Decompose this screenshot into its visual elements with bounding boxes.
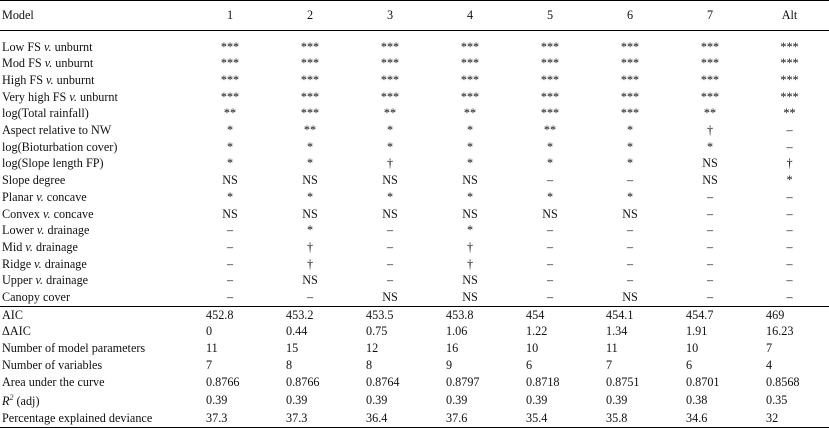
table-cell: NS: [302, 206, 318, 221]
table-cell: ***: [460, 56, 480, 71]
table-cell: NS: [382, 290, 398, 305]
table-cell: 469: [750, 306, 829, 323]
table-cell: ***: [300, 106, 320, 121]
table-cell: 16: [446, 341, 459, 356]
table-cell: 0.39: [606, 392, 628, 407]
table-row: [0, 272, 829, 289]
table-cell: –: [786, 139, 793, 154]
table-cell: **: [543, 123, 557, 138]
table-cell: *: [786, 173, 793, 188]
table-cell: *: [546, 189, 554, 204]
table-cell: NS: [222, 173, 238, 188]
table-cell: –: [226, 239, 234, 254]
table-cell: 6: [526, 357, 533, 372]
table-cell: **: [223, 106, 237, 121]
table-cell: –: [786, 256, 793, 271]
table-row: [0, 374, 829, 391]
header-model: Model: [0, 1, 190, 31]
table-cell: 1.34: [606, 324, 628, 339]
table-cell: **: [703, 106, 717, 121]
row-label: ΔAIC: [2, 324, 31, 339]
table-cell: *: [226, 139, 234, 154]
table-cell: *: [386, 189, 394, 204]
table-row: [0, 55, 829, 72]
table-cell: †: [786, 156, 793, 171]
header-col-7: 7: [670, 1, 750, 31]
table-cell: ***: [540, 106, 560, 121]
table-cell: ***: [220, 89, 240, 104]
table-cell: –: [226, 256, 234, 271]
row-label: Ridge v. drainage: [2, 256, 87, 271]
table-cell: 1.06: [446, 324, 468, 339]
table-cell: NS: [302, 173, 318, 188]
table-cell: *: [226, 123, 234, 138]
table-cell: –: [706, 206, 714, 221]
table-cell: ***: [700, 39, 720, 54]
table-cell: ***: [700, 56, 720, 71]
table-cell: 7: [606, 357, 613, 372]
table-cell: –: [546, 173, 554, 188]
table-cell: 11: [606, 341, 618, 356]
row-label: Aspect relative to NW: [2, 123, 112, 138]
table-cell: –: [546, 256, 554, 271]
table-row: [0, 289, 829, 306]
spacer-row: [0, 31, 829, 39]
row-label: log(Slope length FP): [2, 156, 104, 171]
table-row: [0, 410, 829, 427]
table-cell: –: [706, 256, 714, 271]
table-cell: *: [226, 156, 234, 171]
table-cell: 0.8701: [686, 374, 720, 389]
table-cell: 0.8766: [206, 374, 240, 389]
table-cell: 0: [206, 324, 213, 339]
header-col-6: 6: [590, 1, 670, 31]
table-cell: ***: [540, 39, 560, 54]
table-row: [0, 239, 829, 256]
table-cell: ***: [620, 106, 640, 121]
table-cell: ***: [460, 72, 480, 87]
table-cell: ***: [220, 56, 240, 71]
table-cell: 10: [526, 341, 539, 356]
header-col-3: 3: [350, 1, 430, 31]
table-cell: NS: [702, 173, 718, 188]
row-label: Mid v. drainage: [2, 239, 78, 254]
table-cell: –: [386, 239, 394, 254]
row-label: Low FS v. unburnt: [2, 39, 93, 54]
table-cell: NS: [462, 273, 478, 288]
table-cell: 4: [766, 357, 773, 372]
table-cell: *: [466, 223, 474, 238]
table-cell: ***: [540, 56, 560, 71]
table-cell: 452.8: [190, 306, 270, 323]
table-cell: NS: [542, 206, 558, 221]
table-cell: **: [783, 106, 796, 121]
table-row: [0, 390, 829, 410]
table-cell: –: [386, 223, 394, 238]
table-cell: ***: [540, 89, 560, 104]
table-cell: 0.8568: [766, 374, 800, 389]
row-label: Number of model parameters: [2, 341, 146, 356]
table-cell: ***: [220, 72, 240, 87]
table-cell: –: [626, 256, 634, 271]
table-row: [0, 189, 829, 206]
table-cell: *: [386, 139, 394, 154]
table-cell: –: [546, 273, 554, 288]
table-cell: ***: [780, 89, 799, 104]
table-cell: ***: [620, 39, 640, 54]
table-cell: *: [546, 156, 554, 171]
table-cell: –: [626, 173, 634, 188]
table-cell: *: [546, 139, 554, 154]
table-cell: 0.8718: [526, 374, 560, 389]
table-cell: 7: [766, 341, 773, 356]
row-label: Number of variables: [2, 357, 103, 372]
table-cell: *: [626, 139, 634, 154]
row-label: log(Total rainfall): [2, 106, 89, 121]
table-cell: †: [306, 239, 314, 254]
table-cell: –: [546, 290, 554, 305]
table-cell: NS: [382, 206, 398, 221]
table-cell: ***: [700, 72, 720, 87]
table-cell: *: [306, 156, 314, 171]
table-cell: NS: [622, 290, 638, 305]
table-cell: –: [386, 273, 394, 288]
table-cell: –: [786, 189, 793, 204]
table-cell: ***: [380, 89, 400, 104]
table-cell: 453.5: [350, 306, 430, 323]
table-cell: *: [386, 123, 394, 138]
table-cell: ***: [620, 56, 640, 71]
table-cell: 36.4: [350, 410, 430, 427]
table-row: [0, 206, 829, 223]
table-row: [0, 256, 829, 273]
table-cell: –: [706, 273, 714, 288]
row-label: AIC: [0, 306, 190, 323]
table-cell: NS: [462, 290, 478, 305]
table-cell: ***: [620, 89, 640, 104]
table-cell: –: [786, 223, 793, 238]
table-cell: ***: [300, 39, 320, 54]
row-label: Slope degree: [2, 173, 66, 188]
table-body: [0, 31, 829, 428]
table-cell: **: [383, 106, 397, 121]
table-cell: 1.91: [686, 324, 708, 339]
table-cell: 453.2: [270, 306, 350, 323]
row-label: Convex v. concave: [2, 206, 94, 221]
table-cell: –: [786, 206, 793, 221]
table-cell: –: [706, 223, 714, 238]
table-cell: NS: [462, 206, 478, 221]
table-cell: 0.39: [206, 392, 228, 407]
table-cell: –: [786, 290, 793, 305]
row-label: Upper v. drainage: [2, 273, 89, 288]
table-cell: **: [303, 123, 317, 138]
table-cell: ***: [460, 89, 480, 104]
header-col-alt: Alt: [750, 1, 829, 31]
table-cell: †: [306, 256, 314, 271]
header-col-1: 1: [190, 1, 270, 31]
table-cell: –: [226, 290, 234, 305]
table-cell: 34.6: [670, 410, 750, 427]
table-cell: –: [626, 273, 634, 288]
table-cell: 453.8: [430, 306, 510, 323]
table-row: [0, 222, 829, 239]
table-row: [0, 89, 829, 106]
table-cell: †: [466, 256, 474, 271]
table-cell: –: [546, 223, 554, 238]
table-cell: †: [706, 123, 714, 138]
table-cell: 10: [686, 341, 699, 356]
table-cell: 32: [750, 410, 829, 427]
table-cell: ***: [300, 56, 320, 71]
table-cell: ***: [380, 72, 400, 87]
table-cell: 9: [446, 357, 453, 372]
table-cell: ***: [780, 56, 799, 71]
table-cell: *: [706, 139, 714, 154]
header-col-2: 2: [270, 1, 350, 31]
table-cell: ***: [300, 72, 320, 87]
table-cell: *: [306, 223, 314, 238]
table-cell: *: [226, 189, 234, 204]
table-cell: –: [226, 273, 234, 288]
table-cell: ***: [780, 39, 799, 54]
table-cell: 454: [510, 306, 590, 323]
table-row: [0, 357, 829, 374]
table-cell: *: [466, 139, 474, 154]
row-label: Very high FS v. unburnt: [2, 89, 118, 104]
table-cell: 37.3: [270, 410, 350, 427]
table-cell: *: [466, 156, 474, 171]
table-cell: †: [466, 239, 474, 254]
row-label: High FS v. unburnt: [2, 72, 95, 87]
table-row: [0, 155, 829, 172]
table-cell: –: [626, 223, 634, 238]
table-cell: **: [463, 106, 477, 121]
table-cell: 11: [206, 341, 218, 356]
table-cell: –: [546, 239, 554, 254]
table-cell: *: [626, 156, 634, 171]
table-cell: 454.7: [670, 306, 750, 323]
table-row: [0, 340, 829, 357]
table-row: [0, 105, 829, 122]
table-cell: 0.39: [526, 392, 548, 407]
table-cell: –: [786, 273, 793, 288]
table-cell: *: [626, 123, 634, 138]
table-cell: NS: [462, 173, 478, 188]
table-cell: 0.39: [286, 392, 308, 407]
table-row: [0, 172, 829, 189]
table-cell: ***: [300, 89, 320, 104]
table-cell: 12: [366, 341, 379, 356]
table-cell: NS: [222, 206, 238, 221]
table-cell: 0.75: [366, 324, 388, 339]
table-cell: –: [386, 256, 394, 271]
table-cell: *: [626, 189, 634, 204]
table-cell: NS: [302, 273, 318, 288]
table-cell: 0.8797: [446, 374, 480, 389]
table-cell: 1.22: [526, 324, 548, 339]
table-cell: 35.8: [590, 410, 670, 427]
table-cell: 0.38: [686, 392, 708, 407]
table-row: [0, 323, 829, 340]
row-label: Mod FS v. unburnt: [2, 56, 94, 71]
table-cell: 16.23: [766, 324, 794, 339]
table-cell: 8: [286, 357, 293, 372]
table-cell: –: [706, 239, 714, 254]
row-label: Canopy cover: [2, 290, 71, 305]
table-cell: 0.8766: [286, 374, 320, 389]
table-cell: –: [786, 123, 793, 138]
table-row: [0, 122, 829, 139]
table-cell: *: [306, 189, 314, 204]
table-cell: NS: [702, 156, 718, 171]
table-cell: 0.8764: [366, 374, 400, 389]
table-cell: –: [706, 189, 714, 204]
row-label: Percentage explained deviance: [0, 410, 190, 427]
table-cell: 35.4: [510, 410, 590, 427]
table-cell: 0.39: [446, 392, 468, 407]
table-row: [0, 306, 829, 323]
table-row: [0, 39, 829, 56]
table-cell: –: [786, 239, 793, 254]
table-cell: ***: [780, 72, 799, 87]
table-cell: ***: [540, 72, 560, 87]
table-cell: NS: [622, 206, 638, 221]
table-row: [0, 72, 829, 89]
table-cell: 6: [686, 357, 693, 372]
table-cell: ***: [380, 39, 400, 54]
table-cell: ***: [220, 39, 240, 54]
header-col-5: 5: [510, 1, 590, 31]
table-cell: *: [466, 123, 474, 138]
table-cell: NS: [382, 173, 398, 188]
row-label: log(Bioturbation cover): [2, 139, 118, 154]
row-label: Planar v. concave: [2, 189, 87, 204]
row-label: Lower v. drainage: [2, 223, 90, 238]
table-cell: –: [226, 223, 234, 238]
table-cell: 0.35: [766, 392, 788, 407]
table-cell: 454.1: [590, 306, 670, 323]
table-cell: *: [466, 189, 474, 204]
table-cell: 8: [366, 357, 373, 372]
table-cell: *: [306, 139, 314, 154]
table-cell: 37.3: [190, 410, 270, 427]
table-cell: 15: [286, 341, 299, 356]
table-row: [0, 139, 829, 156]
table-cell: –: [626, 239, 634, 254]
row-label: $R^2$ (adj): [2, 393, 40, 409]
table-cell: ***: [460, 39, 480, 54]
table-cell: –: [306, 290, 314, 305]
table-cell: ***: [620, 72, 640, 87]
table-cell: †: [386, 156, 394, 171]
table-cell: –: [706, 290, 714, 305]
header-row: [0, 1, 829, 31]
header-col-4: 4: [430, 1, 510, 31]
row-label: Area under the curve: [2, 374, 105, 389]
table-cell: ***: [700, 89, 720, 104]
table-cell: 37.6: [430, 410, 510, 427]
table-cell: ***: [380, 56, 400, 71]
table-cell: 7: [206, 357, 213, 372]
table-cell: 0.8751: [606, 374, 640, 389]
table-cell: 0.39: [366, 392, 388, 407]
table-cell: 0.44: [286, 324, 308, 339]
